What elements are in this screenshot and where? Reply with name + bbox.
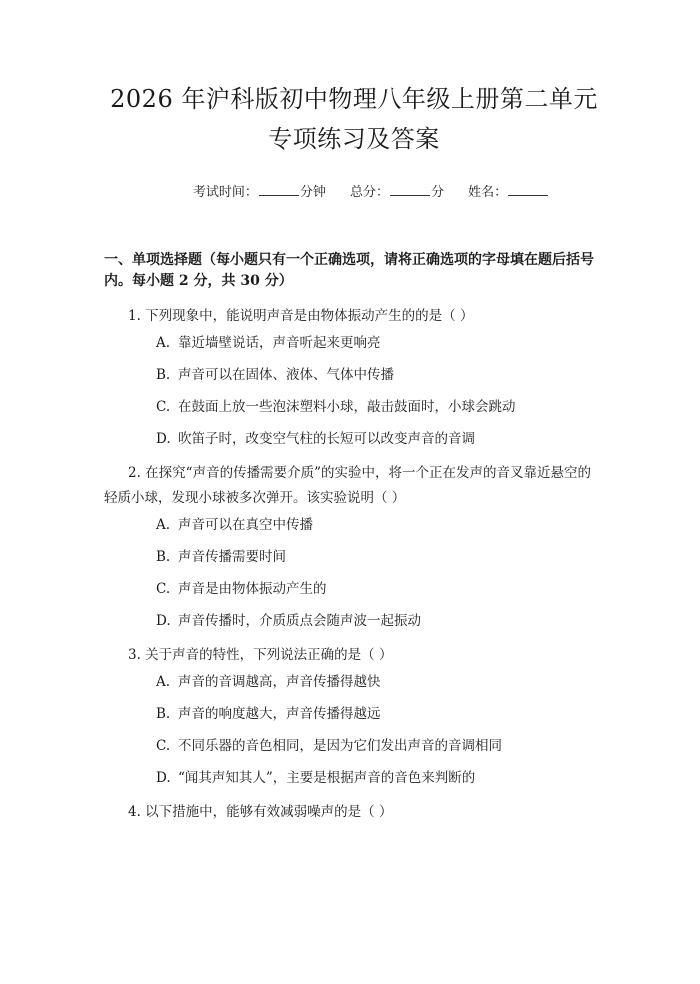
question-options-3 bbox=[104, 672, 604, 788]
student-name-label: 姓名： bbox=[468, 185, 508, 200]
total-score-blank bbox=[390, 182, 430, 196]
total-score-label: 总分： bbox=[349, 185, 389, 200]
option-letter: B. bbox=[156, 706, 171, 722]
title-line-1: 2026 年沪科版初中物理八年级上册第二单元 bbox=[110, 85, 598, 113]
option-letter: C. bbox=[156, 399, 171, 415]
document-page bbox=[0, 79, 700, 984]
option-text: 声音的音调越高，声音传播得越快 bbox=[178, 674, 381, 690]
option-2c bbox=[104, 579, 604, 599]
option-1a bbox=[104, 333, 604, 353]
option-1b bbox=[104, 365, 604, 385]
option-2b bbox=[104, 547, 604, 567]
option-text: “闻其声知其人”，主要是根据声音的音色来判断的 bbox=[178, 770, 476, 786]
option-text: 声音可以在固体、液体、气体中传播 bbox=[178, 367, 394, 383]
option-text: 在鼓面上放一些泡沫塑料小球，敲击鼓面时，小球会跳动 bbox=[178, 399, 516, 415]
exam-info-line bbox=[138, 181, 604, 200]
option-letter: D. bbox=[156, 431, 171, 447]
option-letter: D. bbox=[156, 770, 171, 786]
option-3b bbox=[104, 704, 604, 724]
question-stem-2: 2. 在探究“声音的传播需要介质”的实验中，将一个正在发声的音叉靠近悬空的轻质小球，发现小球被多次弹开。该实验说明（ ） bbox=[104, 465, 591, 506]
option-letter: A. bbox=[156, 335, 171, 351]
question-options-1 bbox=[104, 333, 604, 449]
question-stem-1: 1. 下列现象中，能说明声音是由物体振动产生的的是（ ） bbox=[128, 308, 474, 324]
question-options-2 bbox=[104, 515, 604, 631]
option-3a bbox=[104, 672, 604, 692]
option-letter: C. bbox=[156, 738, 171, 754]
option-letter: D. bbox=[156, 613, 171, 629]
option-text: 靠近墙壁说话，声音听起来更响亮 bbox=[178, 335, 381, 351]
option-text: 声音可以在真空中传播 bbox=[178, 517, 313, 533]
option-3d bbox=[104, 768, 604, 788]
question-stem-3: 3. 关于声音的特性，下列说法正确的是（ ） bbox=[128, 647, 393, 663]
exam-time-blank bbox=[259, 182, 299, 196]
title-line-2: 专项练习及答案 bbox=[268, 125, 440, 153]
document-title bbox=[104, 79, 604, 159]
section-heading-single-choice: 一、单项选择题（每小题只有一个正确选项，请将正确选项的字母填在题后括号内。每小题 2 分，共 30 分） bbox=[104, 252, 594, 289]
option-text: 声音传播时，介质质点会随声波一起振动 bbox=[178, 613, 421, 629]
option-letter: A. bbox=[156, 674, 171, 690]
option-2d bbox=[104, 611, 604, 631]
option-text: 声音是由物体振动产生的 bbox=[178, 581, 327, 597]
option-2a bbox=[104, 515, 604, 535]
option-text: 不同乐器的音色相同，是因为它们发出声音的音调相同 bbox=[178, 738, 502, 754]
option-text: 声音传播需要时间 bbox=[178, 549, 286, 565]
option-1d bbox=[104, 429, 604, 449]
total-score-unit: 分 bbox=[431, 185, 445, 200]
exam-time-field bbox=[193, 181, 326, 200]
option-letter: B. bbox=[156, 367, 171, 383]
option-3c bbox=[104, 736, 604, 756]
option-text: 吹笛子时，改变空气柱的长短可以改变声音的音调 bbox=[178, 431, 475, 447]
student-name-field bbox=[468, 181, 549, 200]
option-letter: C. bbox=[156, 581, 171, 597]
option-letter: B. bbox=[156, 549, 171, 565]
option-1c bbox=[104, 397, 604, 417]
student-name-blank bbox=[508, 182, 548, 196]
option-letter: A. bbox=[156, 517, 171, 533]
option-text: 声音的响度越大，声音传播得越远 bbox=[178, 706, 381, 722]
total-score-field bbox=[350, 181, 444, 200]
exam-time-unit: 分钟 bbox=[299, 185, 326, 200]
question-stem-4: 4. 以下措施中，能够有效减弱噪声的是（ ） bbox=[128, 804, 393, 820]
exam-time-label: 考试时间： bbox=[192, 185, 258, 200]
